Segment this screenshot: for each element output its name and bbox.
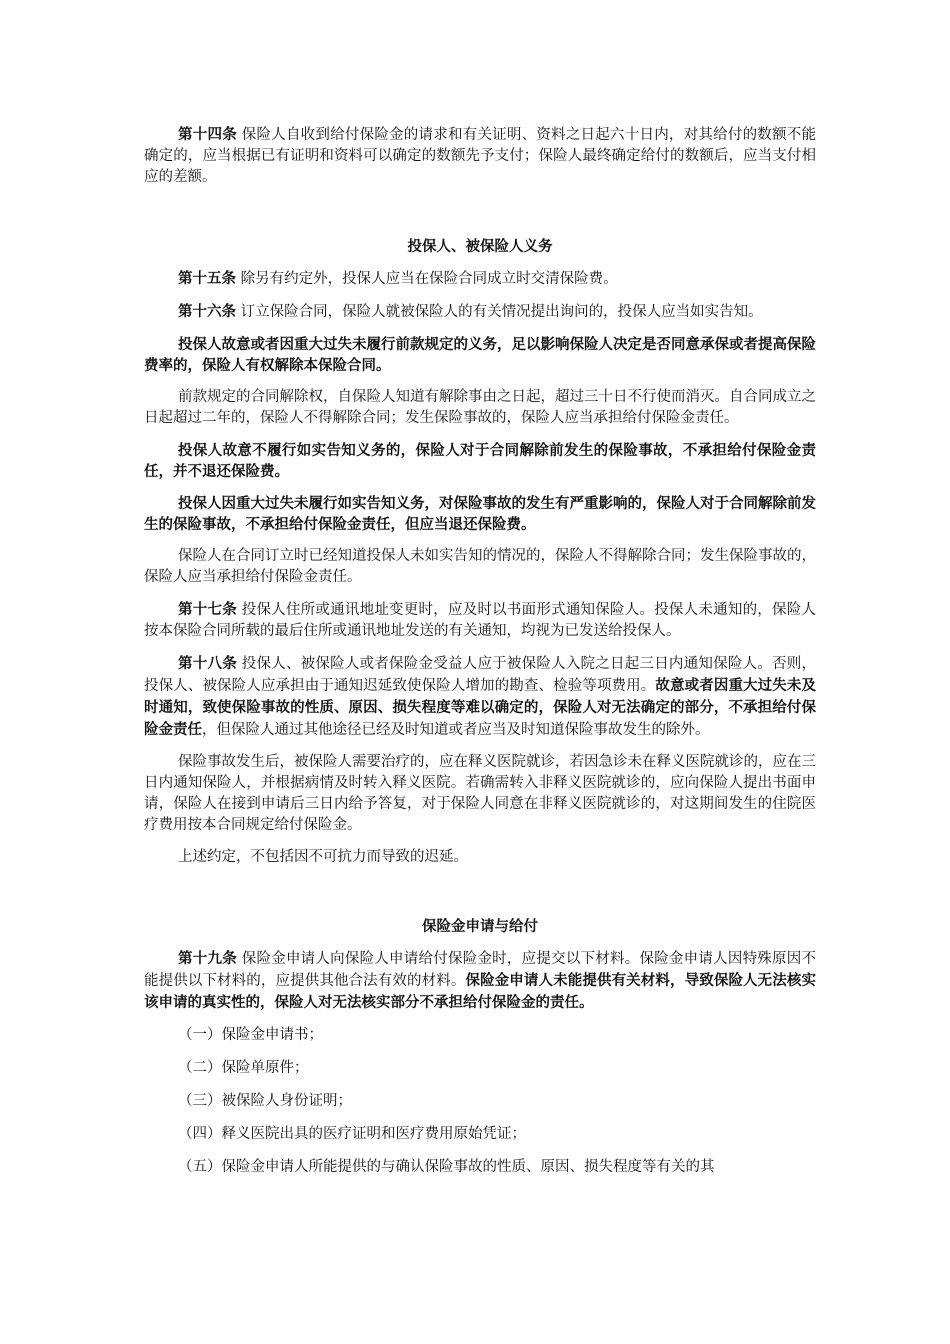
spacer [144,879,816,917]
article-16-paragraph-3: 保险人在合同订立时已经知道投保人未如实告知的情况的，保险人不得解除合同；发生保险事故的，保险人应当承担给付保险金责任。 [144,548,816,585]
article-18-paragraph-2: 保险事故发生后，被保险人需要治疗的，应在释义医院就诊，若因急诊未在释义医院就诊的，应在三日内通知保险人，并根据病情及时转入释义医院。若确需转入非释义医院就诊的，应向保险人提出书面申请，保险人在接到申请后三日内给予答复，对于保险人同意在非释义医院就诊的，对这期间发生的住院医疗费用按本合同规定给付保险金。 [144,754,816,833]
article-text: 订立保险合同，保险人就被保险人的有关情况提出询问的，投保人应当如实告知。 [236,304,763,320]
list-item: （一）保险金申请书； [178,1027,323,1043]
article-tail-text: ，但保险人通过其他途径已经及时知道或者应当及时知道保险事故发生的除外。 [202,722,710,738]
article-16 [144,301,816,323]
article-text: 投保人住所或通讯地址变更时，应及时以书面形式通知保险人。投保人未通知的，保险人按本保险合同所载的最后住所或通讯地址发送的有关通知，均视为已发送给投保人。 [144,602,816,639]
document-body [144,124,816,1190]
article-label: 第十六条 [178,303,236,320]
article-text: 除另有约定外，投保人应当在保险合同成立时交清保险费。 [236,271,618,287]
article-label: 第十四条 [178,126,237,143]
article-15 [144,268,816,290]
article-16-bold-paragraph-3: 投保人因重大过失未履行如实告知义务，对保险事故的发生有严重影响的，保险人对于合同解除前发生的保险事故，不承担给付保险金责任，但应当退还保险费。 [144,495,816,533]
article-text: 保险金申请人向保险人申请给付保险金时，应提交以下材料。保险金申请人因特殊原因不能提供以下材料的，应提供其他合法有效的材料。 [144,951,816,989]
article-label: 第十七条 [178,601,237,618]
spacer [144,199,816,237]
article-label: 第十九条 [178,950,237,967]
article-14 [144,124,816,188]
article-16-paragraph-2: 前款规定的合同解除权，自保险人知道有解除事由之日起，超过三十日不行使而消灭。自合同成立之日起超过二年的，保险人不得解除合同；发生保险事故的，保险人应当承担给付保险金责任。 [144,389,816,426]
article-bold-text: 故意或者因重大过失未及时通知，致使保险事故的性质、原因、损失程度等难以确定的，保险人对无法确定的部分，不承担给付保险金责任 [144,677,817,738]
article-text: 保险人自收到给付保险金的请求和有关证明、资料之日起六十日内，对其给付的数额不能确定的，应当根据已有证明和资料可以确定的数额先予支付；保险人最终确定给付的数额后，应当支付相应的差额。 [144,127,816,185]
list-item: （五）保险金申请人所能提供的与确认保险事故的性质、原因、损失程度等有关的其 [178,1159,715,1175]
article-17 [144,599,816,642]
article-18-paragraph-3: 上述约定，不包括因不可抗力而导致的迟延。 [178,849,468,865]
article-18 [144,653,816,741]
article-16-bold-paragraph-1: 投保人故意或者因重大过失未履行前款规定的义务，足以影响保险人决定是否同意承保或者提高保险费率的，保险人有权解除本保险合同。 [144,336,816,374]
list-item: （三）被保险人身份证明； [178,1093,352,1109]
article-19 [144,948,816,1014]
article-bold-text: 保险金申请人未能提供有关材料，导致保险人无法核实该申请的真实性的，保险人对无法核实部分不承担给付保险金的责任。 [144,972,817,1011]
list-item: （二）保险单原件； [178,1060,309,1076]
article-16-bold-paragraph-2: 投保人故意不履行如实告知义务的，保险人对于合同解除前发生的保险事故，不承担给付保险金责任，并不退还保险费。 [144,442,816,480]
article-label: 第十五条 [178,270,236,287]
section-heading-obligations: 投保人、被保险人义务 [407,239,553,255]
list-item: （四）释义医院出具的医疗证明和医疗费用原始凭证； [178,1126,526,1142]
section-heading-claims: 保险金申请与给付 [422,919,538,935]
article-label: 第十八条 [178,655,237,672]
article-text: 投保人、被保险人或者保险金受益人应于被保险人入院之日起三日内通知保险人。否则，投保人、被保险人应承担由于通知迟延致使保险人增加的勘查、检验等项费用。 [144,656,816,694]
